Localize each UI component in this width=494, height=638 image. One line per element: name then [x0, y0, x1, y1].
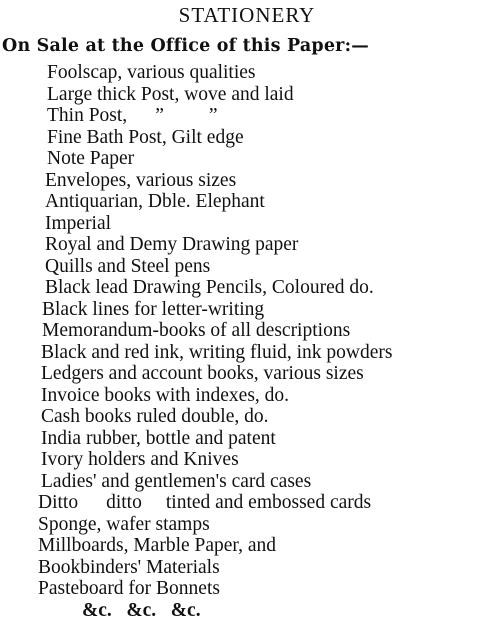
stationery-list: [0, 62, 392, 621]
list-item: Quills and Steel pens: [45, 255, 211, 277]
list-item: Millboards, Marble Paper, and: [38, 535, 277, 556]
list-item: Thin Post, ” ”: [47, 105, 219, 126]
list-item: Invoice books with indexes, do.: [41, 384, 290, 406]
list-item: India rubber, bottle and patent: [41, 427, 276, 449]
subheading: On Sale at the Office of this Paper:—: [2, 36, 369, 56]
list-item: Black lead Drawing Pencils, Coloured do.: [45, 277, 374, 298]
list-item: Royal and Demy Drawing paper: [45, 234, 299, 255]
list-item: Ivory holders and Knives: [41, 449, 239, 470]
etcetera-line: &c. &c. &c.: [82, 599, 201, 621]
page-heading: STATIONERY: [178, 3, 316, 27]
list-item: Pasteboard for Bonnets: [38, 578, 220, 599]
list-item: Fine Bath Post, Gilt edge: [47, 126, 244, 148]
list-item: Note Paper: [47, 148, 135, 169]
list-item: Ladies' and gentlemen's card cases: [41, 470, 312, 492]
list-item: Foolscap, various qualities: [47, 62, 256, 83]
list-item: Ledgers and account books, various sizes: [41, 363, 364, 384]
list-item: Antiquarian, Dble. Elephant: [45, 191, 265, 212]
list-item: Bookbinders' Materials: [38, 556, 220, 578]
list-item: Cash books ruled double, do.: [41, 406, 269, 427]
list-item: Memorandum-books of all descriptions: [42, 320, 351, 341]
list-item: Black lines for letter-writing: [42, 298, 265, 320]
ditto-marks: ” ”: [155, 105, 219, 126]
ditto-row: Ditto ditto tinted and embossed cards: [38, 492, 372, 513]
list-item: Envelopes, various sizes: [45, 169, 237, 191]
list-item: Imperial: [45, 212, 112, 234]
list-item: Large thick Post, wove and laid: [47, 83, 294, 105]
list-item: Sponge, wafer stamps: [38, 513, 210, 535]
list-item: Black and red ink, writing fluid, ink powders: [41, 341, 393, 363]
